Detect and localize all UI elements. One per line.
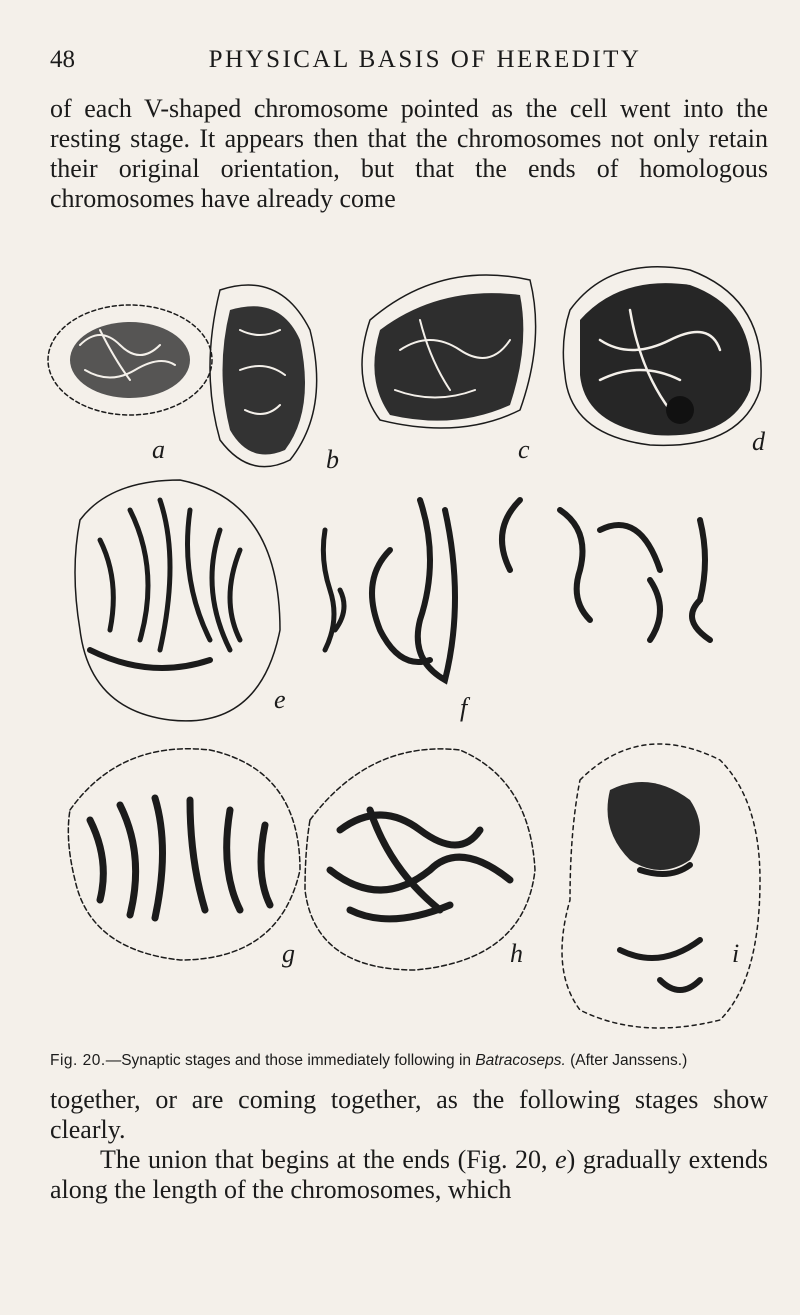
panel-label-a: a	[152, 435, 165, 464]
figure-reference: e	[555, 1145, 567, 1174]
running-title: PHYSICAL BASIS OF HEREDITY	[208, 46, 642, 73]
cells-f-drawing	[323, 500, 710, 680]
caption-text-start: —Synaptic stages and those immediately following in	[105, 1052, 476, 1069]
cell-i-drawing	[562, 744, 760, 1028]
panel-label-h: h	[510, 939, 523, 968]
paragraph-2: together, or are coming together, as the following stages show clearly.	[50, 1085, 768, 1144]
panel-label-i: i	[732, 939, 740, 968]
cell-d-drawing	[563, 267, 761, 446]
page-number: 48	[50, 46, 75, 73]
figure-20	[40, 250, 780, 1050]
caption-text-end: (After Janssens.)	[565, 1052, 688, 1069]
cell-h-drawing	[305, 749, 535, 970]
panel-label-g: g	[282, 939, 295, 968]
cell-a-drawing	[48, 305, 212, 415]
cell-e-drawing	[75, 480, 280, 721]
caption-figure-label: Fig. 20.	[50, 1052, 106, 1069]
cell-b-drawing	[210, 285, 317, 467]
paragraph-3-end: ) gradually extends along the length of the chromosomes, which	[50, 1145, 769, 1204]
caption-genus: Batracoseps.	[475, 1052, 566, 1069]
figure-caption	[50, 1052, 770, 1070]
paragraph-3-start: The union that begins at the ends (Fig. 20,	[100, 1145, 556, 1174]
panel-label-f: f	[460, 693, 468, 722]
panel-label-c: c	[518, 435, 530, 464]
page-header	[50, 46, 750, 80]
paragraph-1: of each V-shaped chromosome pointed as the cell went into the resting stage. It appears then that the chromosomes not only retain their original orientation, but that the ends of homologous chromosomes have already come	[50, 94, 768, 213]
cell-c-drawing	[362, 275, 536, 428]
panel-label-d: d	[752, 427, 765, 456]
cell-g-drawing	[68, 749, 300, 960]
figure-20-illustration	[40, 250, 780, 1050]
panel-label-e: e	[274, 685, 286, 714]
paragraph-bottom	[50, 1085, 768, 1205]
paragraph-top	[50, 94, 768, 214]
panel-label-b: b	[326, 445, 339, 474]
paragraph-3	[50, 1145, 768, 1205]
